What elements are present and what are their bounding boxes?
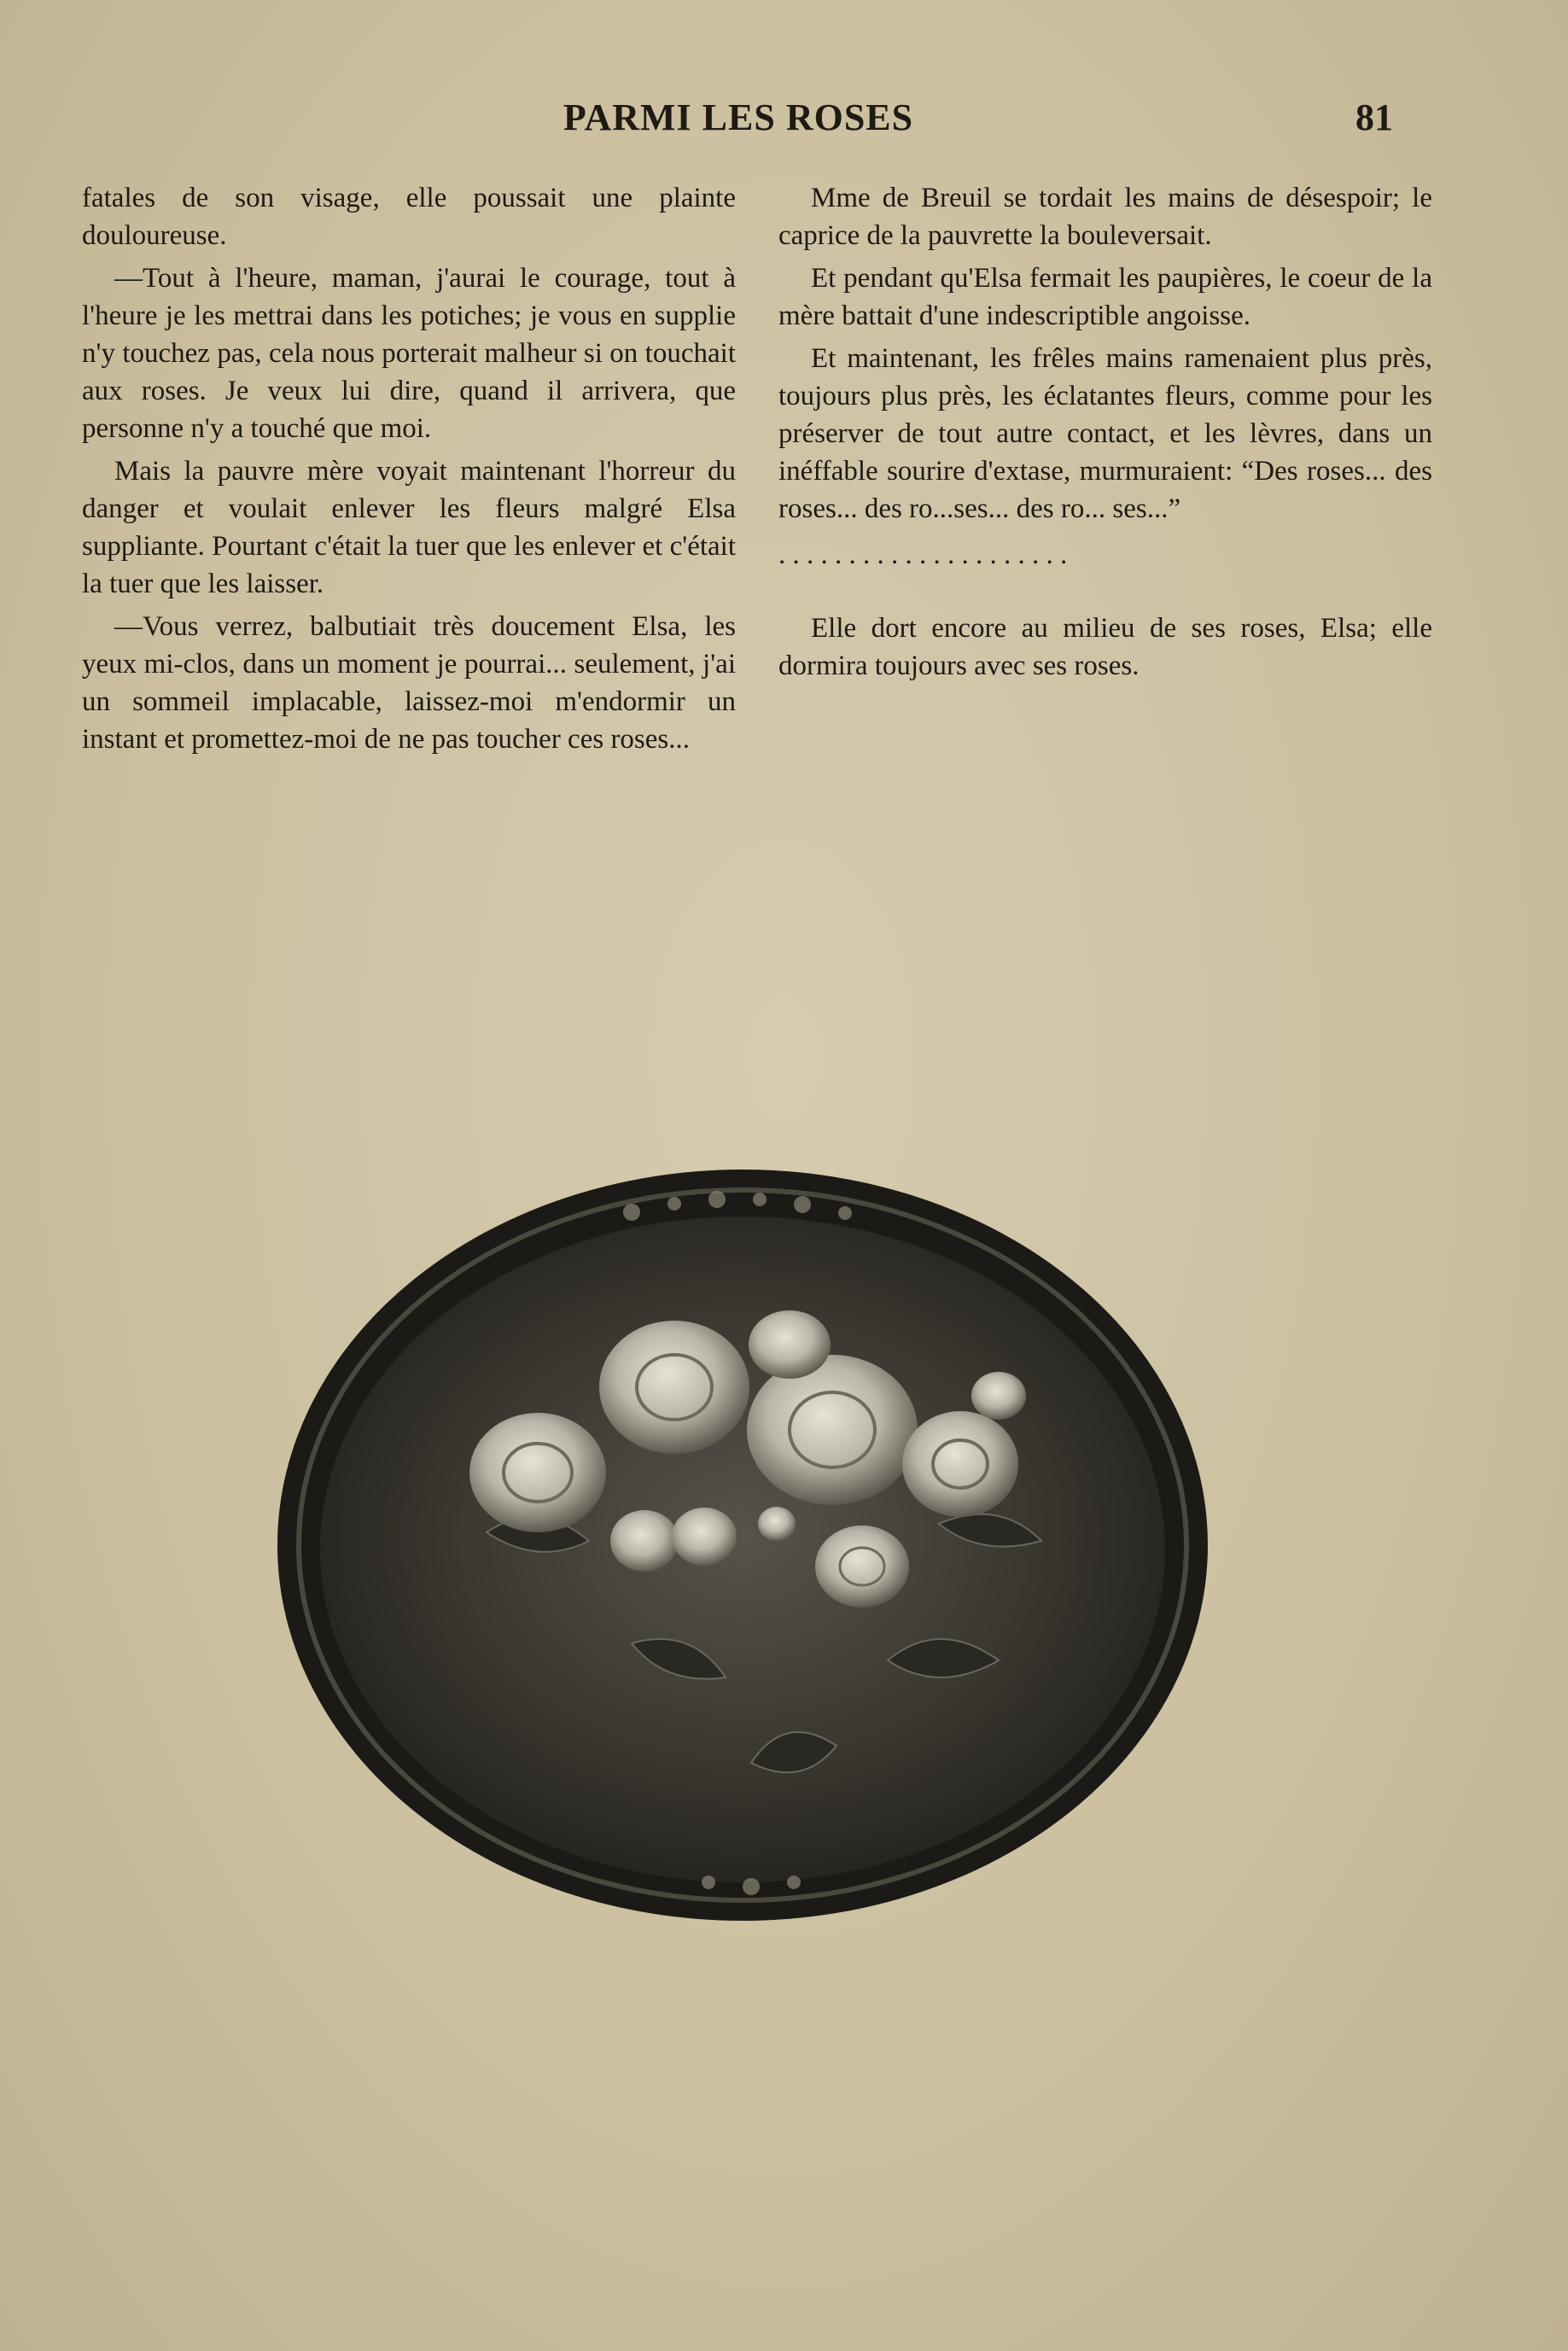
page-number: 81 (1355, 96, 1393, 138)
illustration (273, 1165, 1212, 1925)
right-paragraph-3: Et maintenant, les frêles mains ramenaient plus près, toujours plus près, les éclatantes fleurs, comme pour les préserver de tout autre contact, et les lèvres, dans un inéffable sourire d'extase, murmuraient: “Des roses... des roses... des ro...ses... des ro... ses...” (778, 343, 1432, 524)
right-paragraph-1: Mme de Breuil se tordait les mains de désespoir; le caprice de la pauvrette la bouleversait. (778, 183, 1432, 251)
right-column (778, 179, 1432, 685)
section-separator: . . . . . . . . . . . . . . . . . . . . . (778, 540, 1068, 570)
left-paragraph-1: fatales de son visage, elle poussait une plainte douloureuse. (82, 183, 736, 251)
left-paragraph-4: —Vous verrez, balbutiait très doucement Elsa, les yeux mi-clos, dans un moment je pourrai... seulement, j'ai un sommeil implacable, laissez-moi m'endormir un instant et promettez-moi de ne pas toucher ces roses... (82, 611, 736, 755)
right-paragraph-2: Et pendant qu'Elsa fermait les paupières, le coeur de la mère battait d'une indescriptible angoisse. (778, 263, 1432, 331)
tray-field (320, 1216, 1165, 1882)
running-head-title: PARMI LES ROSES (562, 96, 914, 138)
left-paragraph-2: —Tout à l'heure, maman, j'aurai le courage, tout à l'heure je les mettrai dans les potiches; je vous en supplie n'y touchez pas, cela nous porterait malheur si on touchait aux roses. Je veux lui dire, quand il arrivera, que personne n'y a touché que moi. (82, 263, 736, 444)
left-paragraph-3: Mais la pauvre mère voyait maintenant l'horreur du danger et voulait enlever les fleurs malgré Elsa suppliante. Pourtant c'était la tuer que les enlever et c'était la tuer que les laisser. (82, 456, 736, 599)
left-column (82, 179, 736, 758)
painted-tray-illustration (273, 1165, 1212, 1925)
closing-paragraph: Elle dort encore au milieu de ses roses, Elsa; elle dormira toujours avec ses roses. (778, 613, 1432, 681)
